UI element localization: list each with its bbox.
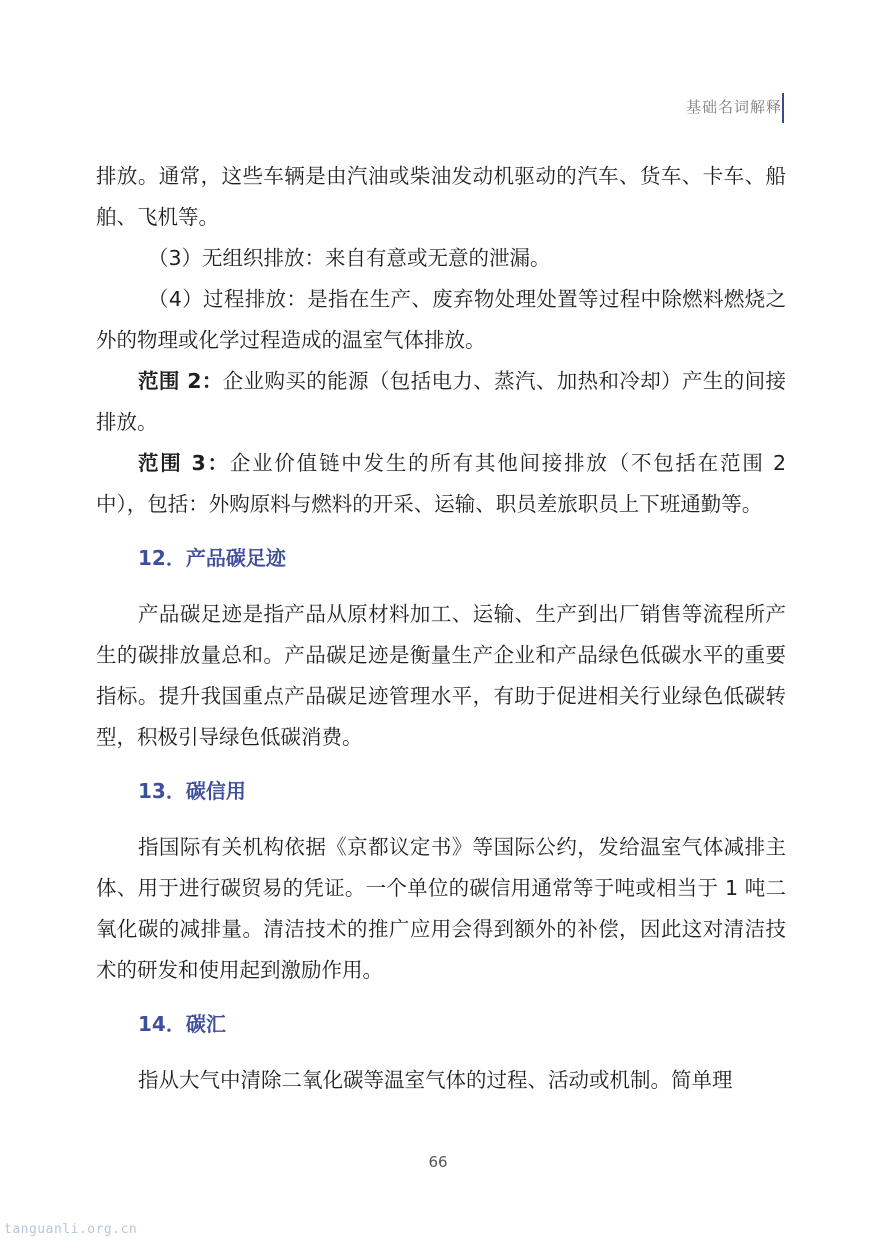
- watermark: tanguanli.org.cn: [4, 1222, 138, 1237]
- section-body-12: 产品碳足迹是指产品从原材料加工、运输、生产到出厂销售等流程所产生的碳排放量总和。产品碳足迹是衡量生产企业和产品绿色低碳水平的重要指标。提升我国重点产品碳足迹管理水平，有助于促进相关行业绿色低碳转型，积极引导绿色低碳消费。: [96, 602, 786, 749]
- section-body-13: 指国际有关机构依据《京都议定书》等国际公约，发给温室气体减排主体、用于进行碳贸易的凭证。一个单位的碳信用通常等于吨或相当于 1 吨二氧化碳的减排量。清洁技术的推广应用会得到额外的补偿，因此这对清洁技术的研发和使用起到激励作用。: [96, 835, 786, 982]
- scope-2-label: 范围 2：: [138, 369, 223, 393]
- header-title: 基础名词解释: [685, 98, 782, 116]
- section-heading-12: 12．产品碳足迹: [138, 546, 286, 570]
- section-heading-14: 14．碳汇: [138, 1012, 226, 1036]
- scope-2-text: 企业购买的能源（包括电力、蒸汽、加热和冷却）产生的间接排放。: [96, 369, 787, 434]
- section-body-14: 指从大气中清除二氧化碳等温室气体的过程、活动或机制。简单理: [138, 1068, 733, 1092]
- page-body: [96, 156, 786, 1101]
- paragraph-scope-2: [96, 361, 786, 443]
- paragraph: 排放。通常，这些车辆是由汽油或柴油发动机驱动的汽车、货车、卡车、船舶、飞机等。: [96, 164, 786, 229]
- paragraph-scope-3: [96, 443, 786, 525]
- scope-3-label: 范围 3：: [138, 451, 230, 475]
- header-divider: [782, 93, 784, 123]
- scope-3-text: 企业价值链中发生的所有其他间接排放（不包括在范围 2 中），包括：外购原料与燃料的开采、运输、职员差旅职员上下班通勤等。: [96, 451, 786, 516]
- section-heading-13: 13．碳信用: [138, 779, 246, 803]
- paragraph-item-3: （3）无组织排放：来自有意或无意的泄漏。: [148, 246, 551, 270]
- paragraph-item-4: （4）过程排放：是指在生产、废弃物处理处置等过程中除燃料燃烧之外的物理或化学过程造成的温室气体排放。: [96, 287, 786, 352]
- page-number: 66: [428, 1153, 448, 1171]
